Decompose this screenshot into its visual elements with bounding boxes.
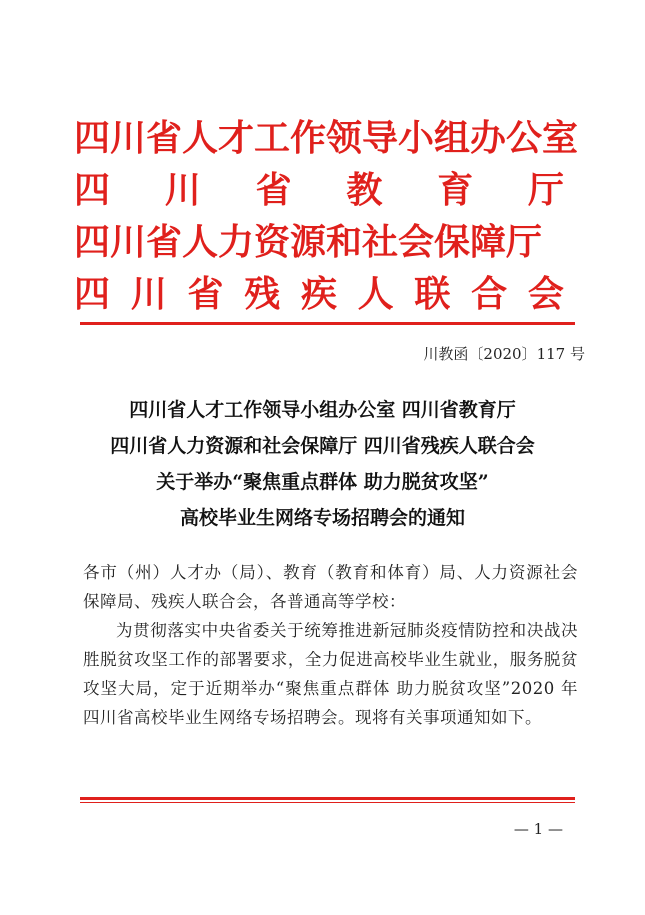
title-line: 关于举办“聚焦重点群体 助力脱贫攻坚”	[156, 471, 489, 493]
red-header-rule	[80, 322, 575, 325]
notice-body	[83, 558, 578, 732]
red-footer-rule	[80, 797, 575, 800]
title-line: 高校毕业生网络专场招聘会的通知	[179, 507, 465, 529]
notice-title	[60, 392, 585, 536]
issuer-char: 教	[346, 169, 383, 211]
issuer-hr-social-security-dept: 四川省人力资源和社会保障厅	[74, 221, 543, 263]
issuer-talent-office: 四川省人才工作领导小组办公室	[74, 117, 579, 159]
issuer-char: 会	[527, 273, 564, 315]
issuer-char: 联	[414, 273, 451, 315]
issuer-char: 育	[437, 169, 474, 211]
issuer-char: 疾	[300, 273, 337, 315]
issuer-char: 合	[471, 273, 508, 315]
issuer-char: 川	[164, 169, 201, 211]
issuer-char: 人	[357, 273, 394, 315]
issuer-disabled-persons-federation	[74, 268, 564, 320]
title-line: 四川省人力资源和社会保障厅 四川省残疾人联合会	[110, 435, 535, 457]
issuer-char: 川	[130, 273, 167, 315]
document-number: 川教函〔2020〕117 号	[423, 345, 585, 363]
issuer-char: 省	[187, 273, 224, 315]
issuer-char: 厅	[527, 169, 564, 211]
body-paragraph: 为贯彻落实中央省委关于统筹推进新冠肺炎疫情防控和决战决胜脱贫攻坚工作的部署要求，全力促进高校毕业生就业，服务脱贫攻坚大局，定于近期举办“聚焦重点群体 助力脱贫攻坚”2020 年四川省高校毕业生网络专场招聘会。现将有关事项通知如下。	[83, 621, 578, 727]
salutation: 各市（州）人才办（局）、教育（教育和体育）局、人力资源社会保障局、残疾人联合会，各普通高等学校：	[83, 563, 578, 611]
issuing-authorities	[74, 112, 579, 320]
issuer-char: 四	[74, 273, 111, 315]
issuer-char: 残	[244, 273, 281, 315]
red-footer-rule-thin	[80, 802, 575, 803]
title-line: 四川省人才工作领导小组办公室 四川省教育厅	[129, 399, 516, 421]
issuer-char: 四	[74, 169, 111, 211]
page-number: — 1 —	[513, 820, 563, 838]
issuer-char: 省	[255, 169, 292, 211]
issuer-education-dept	[74, 164, 564, 216]
